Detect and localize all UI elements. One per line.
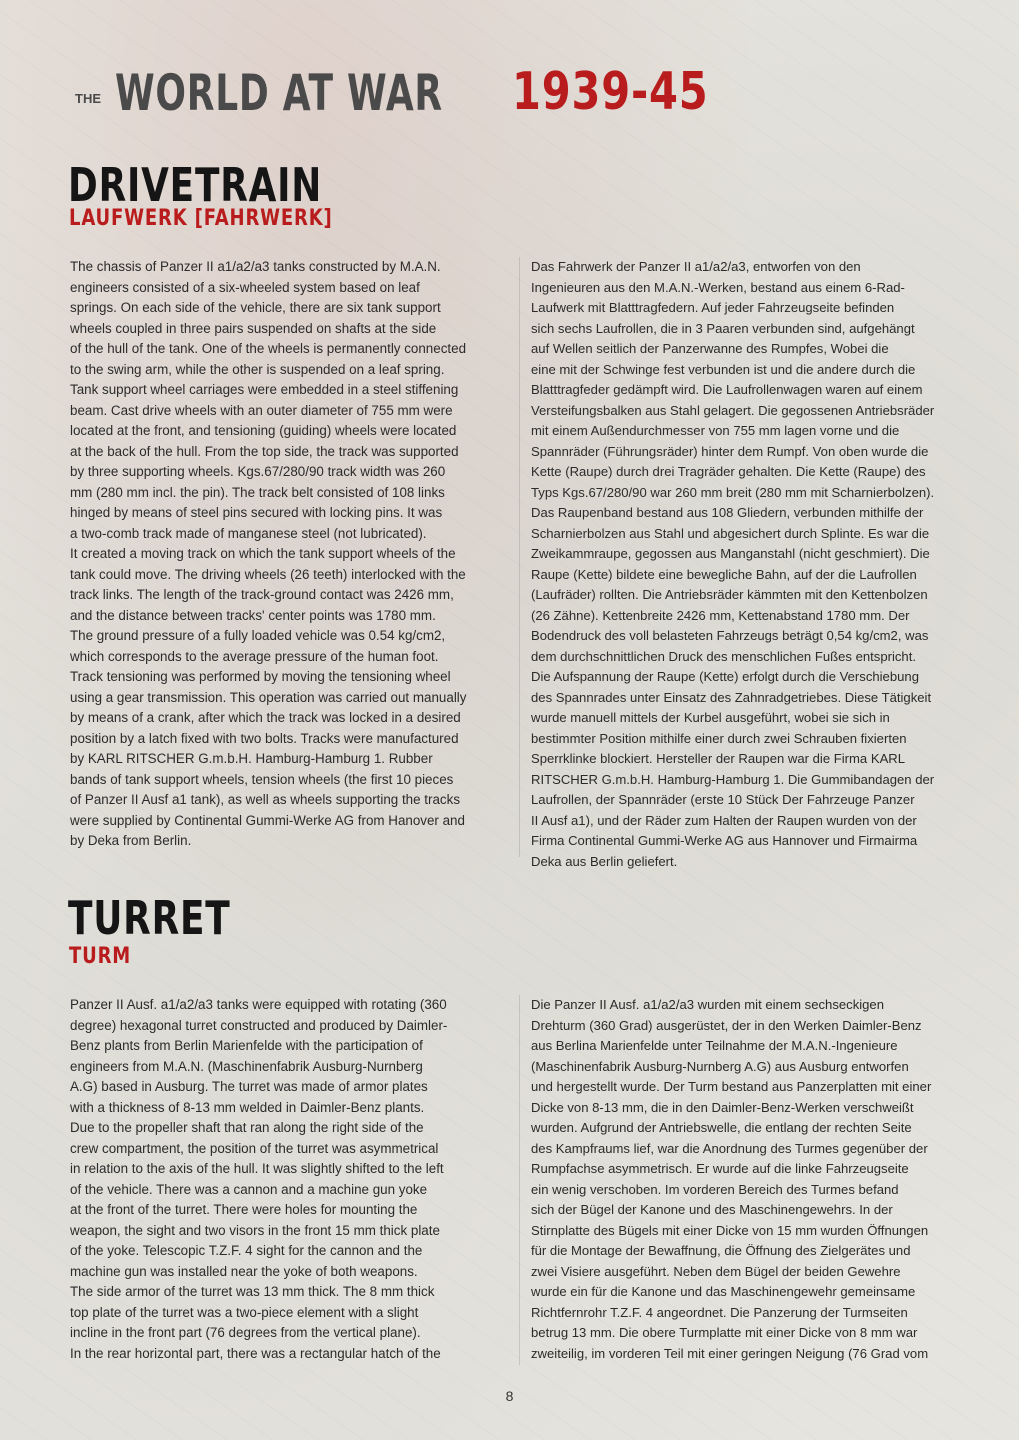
section-subtitle-turm: TURM [69, 944, 132, 969]
turret-german-text: Die Panzer II Ausf. a1/a2/a3 wurden mit einem sechseckigen Drehturm (360 Grad) ausgerüstet, der in den Werken Daimler-Benz aus Berlina Marienfelde unter Teilnahme der M.A.N.-Ingenieure (Maschinenfabrik Ausburg-Nurnberg A.G) aus Ausburg entworfen und hergestellt wurde. Der Turm bestand aus Panzerplatten mit einer Dicke von 8-13 mm, die in den Daimler-Benz-Werken verschweißt wurden. Aufgrund der Antriebswelle, die entlang der rechten Seite des Kampfraums lief, war die Anordnung des Turmes gegenüber der Rumpfachse asymmetrisch. Er wurde auf die linke Fahrzeugseite ein wenig verschoben. Im vorderen Bereich des Turmes befand sich der Bügel der Kanone und des Maschinengewehrs. In der Stirnplatte des Bügels mit einer Dicke von 15 mm wurden Öffnungen für die Montage der Bewaffnung, die Öffnung des Zielgerätes und zwei Visiere ausgeführt. Neben dem Bügel der beiden Gewehre wurde ein für die Kanone und das Maschinengewehr gemeinsame Richtfernrohr T.Z.F. 4 angeordnet. Die Panzerung der Turmseiten betrug 13 mm. Die obere Turmplatte mit einer Dicke von 8 mm war zweiteilig, im vorderen Teil mit einer geringen Neigung (76 Grad vom [531, 997, 932, 1361]
page-number: 8 [505, 1388, 514, 1404]
drivetrain-german-text: Das Fahrwerk der Panzer II a1/a2/a3, entworfen von den Ingenieuren aus den M.A.N.-Werken, bestand aus einem 6-Rad- Laufwerk mit Blatttragfedern. Auf jeder Fahrzeugseite befinden sich sechs Laufrollen, die in 3 Paaren verbunden sind, aufgehängt auf Wellen seitlich der Panzerwanne des Rumpfes, Wobei die eine mit der Schwinge fest verbunden ist und die andere durch die Blatttragfeder gedämpft wird. Die Laufrollenwagen waren auf einem Versteifungsbalken aus Stahl gelagert. Die gegossenen Antriebsräder mit einem Außendurchmesser von 755 mm lagen vorne und die Spannräder (Führungsräder) hinter dem Rumpf. Von oben wurde die Kette (Raupe) durch drei Tragräder gehalten. Die Kette (Raupe) des Typs Kgs.67/280/90 war 260 mm breit (280 mm mit Scharnierbolzen). Das Raupenband bestand aus 108 Gliedern, verbunden mithilfe der Scharnierbolzen aus Stahl und abgesichert durch Splinte. Es war die Zweikammraupe, gegossen aus Manganstahl (nicht geschmiert). Die Raupe (Kette) bildete eine bewegliche Bahn, auf der die Laufrollen (Laufräder) rollten. Die Antriebsräder kämmten mit den Kettenbolzen (26 Zähne). Kettenbreite 2426 mm, Kettenabstand 1780 mm. Der Bodendruck des voll belasteten Fahrzeugs beträgt 0,54 kg/cm2, was dem durchschnittlichen Druck des menschlichen Fußes entspricht. Die Aufspannung der Raupe (Kette) erfolgt durch die Verschiebung des Spannrades unter Einsatz des Zahnradgetriebes. Diese Tätigkeit wurde manuell mittels der Kurbel ausgeführt, wobei sie sich in bestimmter Position mithilfe einer durch zwei Schrauben fixierten Sperrklinke blockiert. Hersteller der Raupen war die Firma KARL RITSCHER G.m.b.H. Hamburg-Hamburg 1. Die Gummibandagen der Laufrollen, der Spannräder (erste 10 Stück Der Fahrzeuge Panzer II Ausf a1), und der Räder zum Halten der Raupen wurden von der Firma Continental Gummi-Werke AG aus Hannover und Firmairma Deka aus Berlin geliefert. [531, 259, 935, 869]
turret-english-text: Panzer II Ausf. a1/a2/a3 tanks were equipped with rotating (360 degree) hexagonal turret constructed and produced by Daimler- Benz plants from Berlin Marienfelde with the participation of engineers from M.A.N. (Maschinenfabrik Ausburg-Nurnberg A.G) based in Ausburg. The turret was made of armor plates with a thickness of 8-13 mm welded in Daimler-Benz plants. Due to the propeller shaft that ran along the right side of the crew compartment, the position of the turret was asymmetrical in relation to the axis of the hull. It was slightly shifted to the left of the vehicle. There was a cannon and a machine gun yoke at the front of the turret. There were holes for mounting the weapon, the sight and two visors in the front 15 mm thick plate of the yoke. Telescopic T.Z.F. 4 sight for the cannon and the machine gun was installed near the yoke of both weapons. The side armor of the turret was 13 mm thick. The 8 mm thick top plate of the turret was a two-piece element with a slight incline in the front part (76 degrees from the vertical plane). In the rear horizontal part, there was a rectangular hatch of the [70, 997, 448, 1361]
logo-years-text: 1939-45 [512, 62, 709, 122]
section-subtitle-laufwerk: LAUFWERK [FAHRWERK] [69, 206, 333, 231]
logo-the-text: THE [75, 91, 101, 106]
section-title-drivetrain: DRIVETRAIN [68, 158, 323, 212]
column-divider [519, 257, 520, 857]
drivetrain-english-text: The chassis of Panzer II a1/a2/a3 tanks constructed by M.A.N. engineers consisted of a six-wheeled system based on leaf springs. On each side of the vehicle, there are six tank support wheels coupled in three pairs suspended on shafts at the side of the hull of the tank. One of the wheels is permanently connected to the swing arm, while the other is suspended on a leaf spring. Tank support wheel carriages were embedded in a steel stiffening beam. Cast drive wheels with an outer diameter of 755 mm were located at the front, and tensioning (guiding) wheels were located at the back of the hull. From the top side, the track was supported by three supporting wheels. Kgs.67/280/90 track width was 260 mm (280 mm incl. the pin). The track belt consisted of 108 links hinged by means of steel pins secured with locking pins. It was a two-comb track made of manganese steel (not lubricated). It created a moving track on which the tank support wheels of the tank could move. The driving wheels (26 teeth) interlocked with the track links. The length of the track-ground contact was 2426 mm, and the distance between tracks' center points was 1780 mm. The ground pressure of a fully loaded vehicle was 0.54 kg/cm2, which corresponds to the average pressure of the human foot. Track tensioning was performed by moving the tensioning wheel using a gear transmission. This operation was carried out manually by means of a crank, after which the track was locked in a desired position by a latch fixed with two bolts. Tracks were manufactured by KARL RITSCHER G.m.b.H. Hamburg-Hamburg 1. Rubber bands of tank support wheels, tension wheels (the first 10 pieces of Panzer II Ausf a1 tank), as well as wheels supporting the tracks were supplied by Continental Gummi-Werke AG from Hanover and by Deka from Berlin. [70, 259, 467, 848]
section-title-turret: TURRET [68, 891, 231, 945]
column-divider [519, 995, 520, 1365]
logo-main-text: WORLD AT WAR [115, 64, 443, 122]
series-logo [75, 58, 758, 122]
